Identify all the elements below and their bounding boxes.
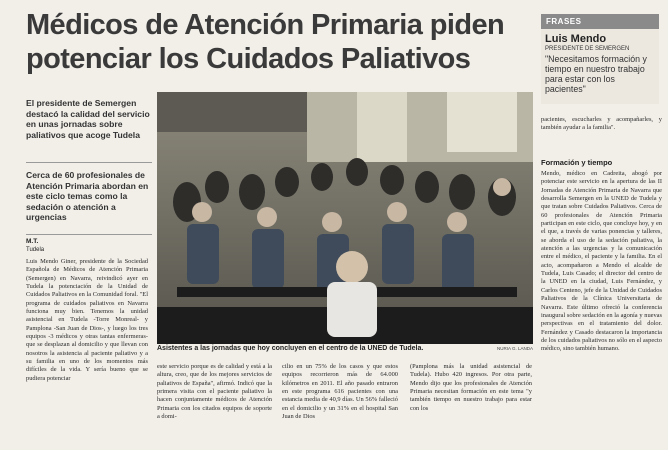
divider [26, 234, 152, 235]
divider [26, 162, 152, 163]
article-column-5: pacientes, escucharles y acompañarles, y también ayudar a la familia". [541, 116, 662, 132]
article-column-6: Mendo, médico en Cadreita, abogó por potenciar este servicio en la apertura de las II Jornadas de Atención Primaria de Navarra que desarrolla Semergen en la UNED de Tudela y que tratan sobre Cuidados Paliativos. Cerca de 60 profesionales de Atención Primaria participan en este ciclo, que concluye hoy, y en el que, a través de varias ponencias y talleres, se aborda el uso de la sedación paliativa, la atención a las urgencias y la comunicación entre el médico, el paciente y la familia. En el acto, acompañaron a Mendo el alcalde de Tudela, Luis Casado; el director del centro de la UNED en la ciudad, Luis Fernández, y Carlos Centeno, jefe de la Unidad de Cuidados Paliativos de la Clínica Universitaria de Navarra. Este último ofreció la conferencia inaugural sobre sedación en la agonía y nuevas perspectivas en el tratamiento del dolor. Fernández y Casado destacaron la importancia de los cuidados paliativos no sólo en el aspecto médico, sino también humano. [541, 170, 662, 353]
byline-author: M.T. [26, 238, 39, 245]
quote-box [541, 14, 659, 104]
headline: Médicos de Atención Primaria piden potenciar los Cuidados Paliativos [26, 9, 505, 75]
quote-text: "Necesitamos formación y tiempo en nuestro trabajo para estar con los pacientes" [545, 54, 647, 94]
article-column-3: cilio en un 75% de los casos y que estos equipos recorrieron más de 64.000 kilómetros en 2011. El año pasado entraron en este programa 616 pacientes con una estancia media de 40,9 días. Un 56% falleció en el domicilio y un 31% en el hospital San Juan de Dios [282, 363, 398, 421]
article-column-1: Luis Mendo Giner, presidente de la Sociedad Española de Médicos de Atención Primaria (Semergen) en Navarra, reivindicó ayer en Tudela la potenciación de la Unidad de Cuidados Paliativos en la Comunidad foral. "El programa de cuidados paliativos en Navarra funciona muy bien. Tenemos la unidad asistencial en Tudela -Torre Monreal- y Pamplona -San Juan de Dios-, y luego los tres equipos -3 médicos y otras tantas enfermeras- que se desplazan al domicilio y que llevan con nosotros la asistencia al paciente paliativo y a su familia en uno de los momentos más difíciles de la vida. Y sería bueno que se pudiera potenciar [26, 258, 148, 382]
article-column-4: (Pamplona más la unidad asistencial de Tudela). Hubo 420 ingresos. Por otra parte, Mendo dijo que los profesionales de Atención Primaria necesitan formación en este tema "y también tiempo en nuestro trabajo para estar con los [410, 363, 532, 412]
subtitle-1: El presidente de Semergen destacó la calidad del servicio en unas jornadas sobre paliativos que acoge Tudela [26, 98, 150, 140]
audience-photo-illustration [157, 92, 533, 344]
quote-role: PRESIDENTE DE SEMERGEN [545, 46, 630, 52]
subtitle-2: Cerca de 60 profesionales de Atención Primaria abordan en este ciclo temas como la sedación o atención a urgencias [26, 170, 149, 222]
photo-caption-text: Asistentes a las jornadas que hoy concluyen en el centro de la UNED de Tudela. [157, 345, 424, 352]
section-title: Formación y tiempo [541, 158, 613, 167]
photo-caption [157, 345, 533, 352]
article-column-2: este servicio porque es de calidad y está a la altura, creo, que de los mejores servicios de paliativos de España", afirmó. Indicó que la primera visita con el paciente paliativo la hacen conjuntamente médicos de Atención Primaria con los citados equipos de soporte a domi- [157, 363, 272, 421]
quote-tag: FRASES [541, 14, 659, 29]
byline-place: Tudela [26, 247, 45, 253]
photo-credit: NURIA G. LANDA [496, 346, 533, 351]
quote-name: Luis Mendo [545, 33, 607, 45]
article-photo [157, 92, 533, 344]
byline [26, 238, 44, 254]
